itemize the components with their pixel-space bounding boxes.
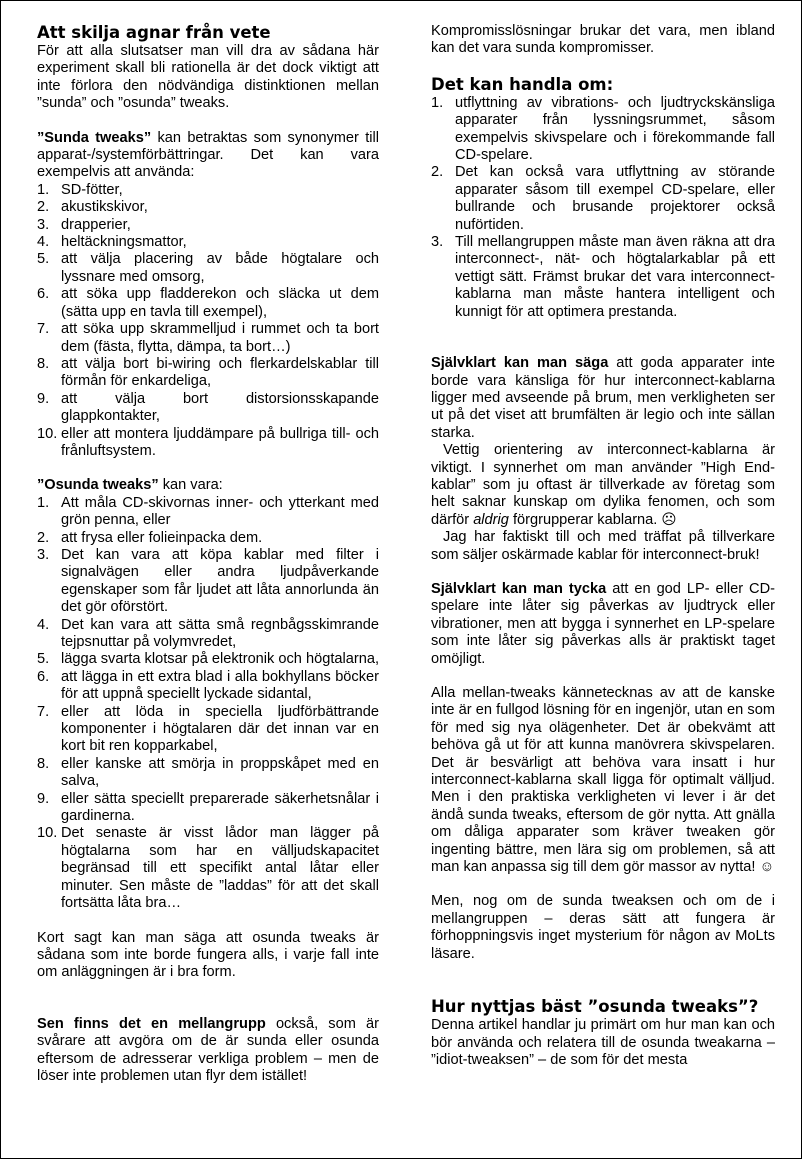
men-nog-paragraph: Men, nog om de sunda tweaksen och om de i mellangruppen – deras sätt att fungera är förhoppningsvis inget mysterium för någon av MoLts läsare. [431,893,775,962]
alla-mellan-paragraph: Alla mellan-tweaks kännetecknas av att de kanske inte är en fullgod lösning för en ingenjör, utan en som för med sig nya olägenheter. Det är obekvämt att behöva gå ut för att kunna manövrera skivspelaren. Det är besvärligt att behöva vara insatt i hur interconnect-kablarna skall ligga för optimalt välljud. Men i den praktiska verkligheten vi lever i är det ändå sunda tweaks, eftersom de gör nytta. Att gnälla om dåliga apparater som kräver tweaken gör ingenting bättre, men lära sig om problemen, så att man kan anpassa sig till dem gör massor av nytta! ☺ [431,685,775,876]
osunda-list [37,495,379,913]
left-column [37,23,379,1085]
sjalvklart-saga-lead: Självklart kan man säga [431,355,609,372]
list-item: 8. att välja bort bi-wiring och flerkardelskablar till förmån för enkardeliga, [37,355,379,390]
section-heading-agnar: Att skilja agnar från vete [37,23,271,42]
list-item: 7. eller att löda in speciella ljudförbättrande komponenter i högtalaren där det innan var en kort bit ren kopparkabel, [37,703,379,755]
right-column [431,23,775,1069]
list-item: 5. lägga svarta klotsar på elektronik och högtalarna, [37,651,380,668]
list-item: 3. Till mellangruppen måste man även räkna att dra interconnect-, nät- och högtalarkablar på ett vettigt sätt. Främst brukar det vara interconnect-kablarna man måste hantera intelligent och kunnigt för att optimera prestanda. [431,234,775,320]
list-item: 3. drapperier, [37,216,131,233]
list-item: 2. att frysa eller folieinpacka dem. [37,529,263,546]
mellangrupp-paragraph [37,1016,379,1086]
sjalvklart-tycka-lead: Självklart kan man tycka [431,580,607,597]
jag-har-paragraph: Jag har faktiskt till och med träffat på tillverkare som säljer oskärmade kablar för interconnect-bruk! [431,529,775,563]
list-item: 1. utflyttning av vibrations- och ljudtryckskänsliga apparater från lyssningsrummet, såsom exempelvis skivspelare och i förekommande fall CD-spelare. [431,94,775,164]
list-item: 9. att välja bort distorsionsskapande glappkontakter, [37,390,379,425]
denna-paragraph: Denna artikel handlar ju primärt om hur man kan och bör använda och relatera till de osunda tweakarna – ”idiot-tweaksen” – de som för det mesta [431,1017,775,1068]
mellangrupp-lead: Sen finns det en mellangrupp [37,1015,266,1032]
section-heading-handla: Det kan handla om: [431,74,614,94]
intro-paragraph: För att alla slutsatser man vill dra av sådana här experiment skall bli rationella är det dock viktigt att inte förlora den nödvändiga distinktionen mellan ”sunda” och ”osunda” tweaks. [37,43,379,112]
list-item: 2. Det kan också vara utflyttning av störande apparater såsom till exempel CD-spelare, eller bullrande och brusande projektorer också nuförtiden. [431,164,775,233]
sunda-paragraph [37,130,379,182]
list-item: 10. Det senaste är visst lådor man lägger på högtalarna som har en välljudskapacitet begränsad till ett specifikt antal låtar eller minuter. Sen måste de ”laddas” för att det skall fortsätta låta bra… [37,825,379,912]
list-item: 6. att lägga in ett extra blad i alla bokhyllans böcker för att uppnå speciellt lyckade sidantal, [37,668,379,703]
list-item: 3. Det kan vara att köpa kablar med filter i signalvägen eller andra ljudpåverkande egenskaper som får ljudet att låta annorlunda än det gör oförstört. [37,546,379,616]
sjalvklart-saga-paragraph: Självklart kan man säga att goda apparater inte borde vara känsliga för hur interconnect-kablarna ligger med avseende på brum, men verkligheten ser ut på det viset att brumfälten är legio och inte sällan starka. [431,355,775,441]
list-item: 10. eller att montera ljuddämpare på bullriga till- och frånluftsystem. [37,425,379,459]
list-item: 4. heltäckningsmattor, [37,234,187,251]
sjalvklart-tycka-paragraph: Självklart kan man tycka att en god LP- eller CD-spelare inte låter sig påverkas av ljudtryck eller vibrationer, men att bygga i synnerhet en LP-spelare som inte låter sig påverkas alls är praktiskt taget omöjligt. [431,580,775,667]
list-item: 6. att söka upp fladderekon och släcka ut dem (sätta upp en tavla till exempel), [37,286,379,320]
section-heading-hur: Hur nyttjas bäst ”osunda tweaks”? [431,997,759,1017]
list-item: 2. akustikskivor, [37,199,148,216]
aldrig-emphasis: aldrig [473,511,509,528]
sunda-list [37,182,379,461]
list-item: 8. eller kanske att smörja in proppskåpet med en salva, [37,755,379,790]
list-item: 1. SD-fötter, [37,181,123,198]
list-item: 9. eller sätta speciellt preparerade säkerhetsnålar i gardinerna. [37,790,379,825]
osunda-lead: ”Osunda tweaks” [37,477,159,494]
sunda-lead: ”Sunda tweaks” [37,129,152,146]
list-item: 5. att välja placering av både högtalare och lyssnare med omsorg, [37,251,379,285]
kort-sagt-paragraph: Kort sagt kan man säga att osunda tweaks är sådana som inte borde fungera alls, i varje fall inte om anläggningen är i bra form. [37,929,379,981]
vettig-paragraph: Vettig orientering av interconnect-kablarna är viktigt. I synnerhet om man använder ”High End-kablar” som ju oftast är tillverkade av företag som helt saknar kunskap om dylika fenomen, och som därför aldrig förgrupperar kablarna. ☹ [431,442,775,528]
kompromiss-paragraph: Kompromisslösningar brukar det vara, men ibland kan det vara sunda kompromisser. [431,23,775,57]
osunda-rest: kan vara: [158,477,223,494]
list-item: 4. Det kan vara att sätta små regnbågsskimrande tejpsnuttar på volymvredet, [37,616,379,650]
sunda-rest: kan betraktas som synonymer till apparat-/systemförbättringar. Det kan vara exempelvis att använda: [37,129,379,181]
mellangrupp-rest: också, som är svårare att avgöra om de är sunda eller osunda eftersom de adresserar verkliga problem – men de löser inte problemen utan flyr dem istället! [37,1015,379,1084]
list-item: 7. att söka upp skrammelljud i rummet och ta bort dem (fästa, flytta, dämpa, ta bort…) [37,321,379,355]
osunda-paragraph [37,477,379,494]
handla-list [431,95,775,321]
list-item: 1. Att måla CD-skivornas inner- och ytterkant med grön penna, eller [37,494,379,529]
